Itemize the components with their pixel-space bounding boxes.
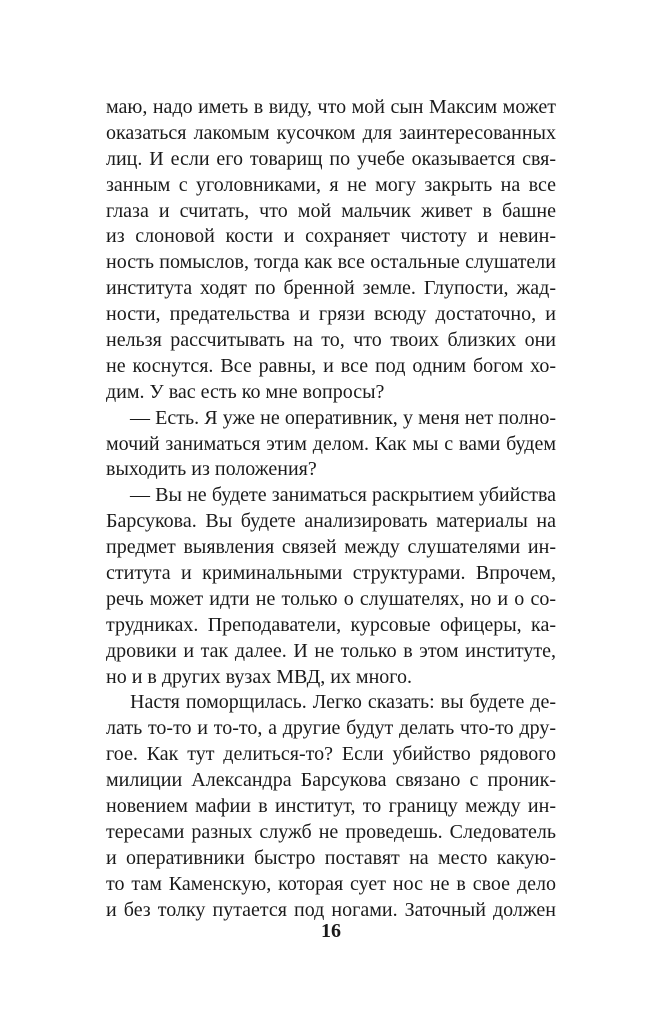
text-line: ститута и криминальными структурами. Впрочем, xyxy=(106,562,556,585)
text-line: не коснутся. Все равны, и все под одним богом хо- xyxy=(106,354,556,377)
text-line: Настя поморщилась. Легко сказать: вы будете де- xyxy=(130,691,556,714)
text-line: глаза и считать, что мой мальчик живет в башне xyxy=(106,199,556,222)
text-line: маю, надо иметь в виду, что мой сын Максим может xyxy=(106,96,556,118)
text-line: трудниках. Преподаватели, курсовые офицеры, ка- xyxy=(106,613,556,636)
text-line: дровики и так далее. И не только в этом институте, xyxy=(106,639,556,662)
text-line: — Есть. Я уже не оперативник, у меня нет полно- xyxy=(130,406,556,429)
text-line: ности, предательства и грязи всюду достаточно, и xyxy=(106,303,556,326)
text-line: — Вы не будете заниматься раскрытием убийства xyxy=(130,484,556,507)
text-line: лиц. И если его товарищ по учебе оказывается свя- xyxy=(106,147,556,170)
text-line: речь может идти не только о слушателях, но и о со- xyxy=(106,587,556,610)
text-line: и оперативники быстро поставят на место какую- xyxy=(106,846,556,869)
text-line: гое. Как тут делиться-то? Если убийство рядового xyxy=(106,743,556,766)
text-line: дим. У вас есть ко мне вопросы? xyxy=(106,380,385,403)
book-page-body xyxy=(106,95,556,924)
text-line: но и в других вузах МВД, их много. xyxy=(106,665,412,688)
text-line: из слоновой кости и сохраняет чистоту и невин- xyxy=(106,225,556,248)
text-line: мочий заниматься этим делом. Как мы с вами будем xyxy=(106,432,556,455)
text-line: новением мафии в институт, то границу между ин- xyxy=(106,795,556,818)
page-number: 16 xyxy=(321,920,341,942)
text-line: оказаться лакомым кусочком для заинтересованных xyxy=(106,121,556,144)
text-line: Барсукова. Вы будете анализировать материалы на xyxy=(106,510,556,533)
text-line: и без толку путается под ногами. Заточный должен xyxy=(106,898,556,921)
text-line: то там Каменскую, которая сует нос не в свое дело xyxy=(106,872,556,895)
text-line: предмет выявления связей между слушателями ин- xyxy=(106,536,556,559)
paragraph xyxy=(106,690,556,923)
text-line: занным с уголовниками, я не могу закрыть на все xyxy=(106,173,556,196)
text-line: выходить из положения? xyxy=(106,458,317,481)
paragraph xyxy=(106,95,556,406)
text-line: института ходят по бренной земле. Глупости, жад- xyxy=(106,277,556,300)
text-line: милиции Александра Барсукова связано с проник- xyxy=(106,769,556,792)
text-line: тересами разных служб не проведешь. Следователь xyxy=(106,820,556,843)
text-line: лать то-то и то-то, а другие будут делать что-то дру- xyxy=(106,717,556,740)
text-line: нельзя рассчитывать на то, что твоих близких они xyxy=(106,329,556,352)
paragraph xyxy=(106,406,556,484)
paragraph xyxy=(106,483,556,690)
text-line: ность помыслов, тогда как все остальные слушатели xyxy=(106,251,556,274)
